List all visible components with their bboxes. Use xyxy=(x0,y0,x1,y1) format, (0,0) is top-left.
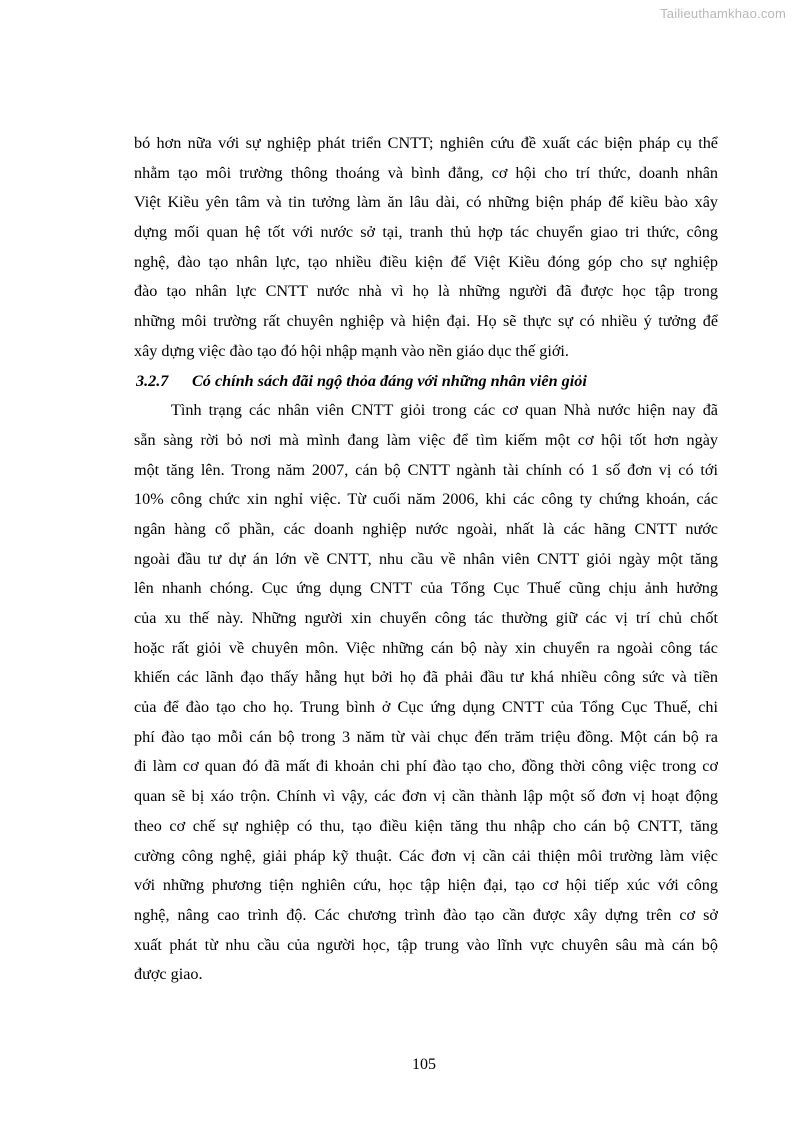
text-line: của để đào tạo cho họ. Trung bình ở Cục ứng dụng CNTT của Tổng Cục Thuế, chi xyxy=(134,698,718,717)
text-line: theo cơ chế sự nghiệp có thu, tạo điều kiện tăng thu nhập cho cán bộ CNTT, tăng xyxy=(134,816,718,835)
text-line: nghệ, đào tạo nhân lực, tạo nhiều điều kiện để Việt Kiều đóng góp cho sự nghiệp xyxy=(134,252,718,271)
page-number: 105 xyxy=(412,1056,436,1073)
text-line: xuất phát từ nhu cầu của người học, tập trung vào lĩnh vực chuyên sâu mà cán bộ xyxy=(134,935,718,954)
text-line: ngoài đầu tư dự án lớn về CNTT, nhu cầu về nhân viên CNTT giỏi ngày một tăng xyxy=(134,549,718,568)
text-line: đào tạo nhân lực CNTT nước nhà vì họ là những người đã được học tập trong xyxy=(134,282,718,301)
text-line: đi làm cơ quan đó đã mất đi khoản chi phí đào tạo cho, đồng thời công việc trong cơ xyxy=(134,757,718,776)
text-line: lên nhanh chóng. Cục ứng dụng CNTT của Tổng Cục Thuế cũng chịu ảnh hưởng xyxy=(134,579,718,598)
section-heading xyxy=(134,367,718,397)
text-line: những môi trường rất chuyên nghiệp và hiện đại. Họ sẽ thực sự có nhiều ý tưởng để xyxy=(134,312,718,331)
paragraph-intro xyxy=(134,129,718,367)
text-line: nhằm tạo môi trường thông thoáng và bình đẳng, cơ hội cho trí thức, doanh nhân xyxy=(134,163,718,182)
text-line: nghệ, nâng cao trình độ. Các chương trình đào tạo cần được xây dựng trên cơ sở xyxy=(134,905,718,924)
section-number: 3.2.7 xyxy=(136,371,169,390)
section-title: Có chính sách đãi ngộ thỏa đáng với những nhân viên giỏi xyxy=(192,371,587,390)
text-line: bó hơn nữa với sự nghiệp phát triển CNTT; nghiên cứu đề xuất các biện pháp cụ thể xyxy=(134,134,718,152)
text-line: dựng mối quan hệ tốt với nước sở tại, tranh thủ hợp tác chuyển giao tri thức, công xyxy=(134,223,718,242)
text-line: quan sẽ bị xáo trộn. Chính vì vậy, các đơn vị cần thành lập một số đơn vị hoạt động xyxy=(134,787,718,806)
text-line: 10% công chức xin nghỉ việc. Từ cuối năm 2006, khi các công ty chứng khoán, các xyxy=(134,490,718,509)
page-body xyxy=(134,129,718,990)
paragraph-main xyxy=(134,396,718,990)
text-line: với những phương tiện nghiên cứu, học tập hiện đại, tạo cơ hội tiếp xúc với công xyxy=(134,876,718,895)
text-line: cường công nghệ, giải pháp kỹ thuật. Các đơn vị cần cải thiện môi trường làm việc xyxy=(134,846,718,865)
text-line: được giao. xyxy=(134,965,203,984)
text-line: của xu thế này. Những người xin chuyển công tác thường giữ các vị trí chủ chốt xyxy=(134,609,718,627)
text-line: ngân hàng cổ phần, các doanh nghiệp nước ngoài, nhất là các hãng CNTT nước xyxy=(134,519,718,538)
text-line: một tăng lên. Trong năm 2007, cán bộ CNTT ngành tài chính có 1 số đơn vị có tới xyxy=(134,460,718,479)
text-line: hoặc rất giỏi về chuyên môn. Việc những cán bộ này xin chuyển ra ngoài công tác xyxy=(134,638,718,657)
text-line: khiến các lãnh đạo thấy hẫng hụt bởi họ đã phải đầu tư khá nhiều công sức và tiền xyxy=(134,668,718,687)
text-line: xây dựng việc đào tạo đó hội nhập mạnh vào nền giáo dục thế giới. xyxy=(134,341,569,360)
text-line: phí đào tạo mỗi cán bộ trong 3 năm từ vài chục đến trăm triệu đồng. Một cán bộ ra xyxy=(134,727,718,746)
watermark: Tailieuthamkhao.com xyxy=(660,6,786,21)
text-line: sẵn sàng rời bỏ nơi mà mình đang làm việc để tìm kiếm một cơ hội tốt hơn ngày xyxy=(134,430,718,449)
text-line: Tình trạng các nhân viên CNTT giỏi trong các cơ quan Nhà nước hiện nay đã xyxy=(171,401,718,420)
text-line: Việt Kiều yên tâm và tin tưởng làm ăn lâu dài, có những biện pháp để kiều bào xây xyxy=(134,193,718,212)
